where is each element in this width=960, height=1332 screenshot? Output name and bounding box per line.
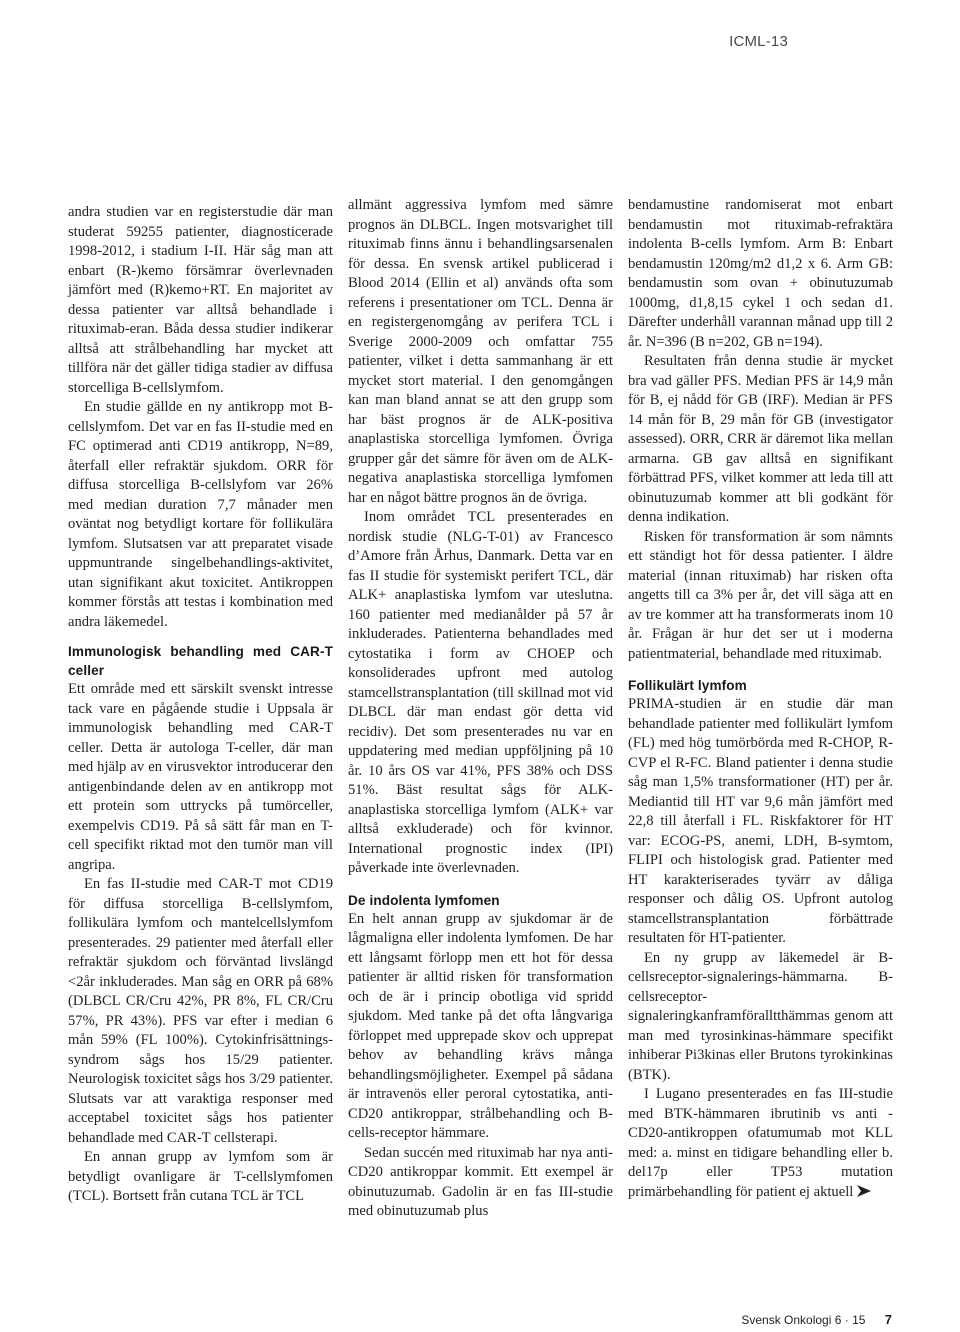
paragraph: En studie gällde en ny antikropp mot B-cellslymfom. Det var en fas II-studie med en FC optimerad anti CD19 antikropp, N=89, återfall eller refraktär sjukdom. ORR för diffusa storcelliga B-cellslyfom var 26% med median duration 7,7 månader men oväntat nog betydligt kortare för follikulära lymfom. Slutsatsen var att preparatet visade uppmuntrande singelbehandlings-aktivitet, utan signifikant akut toxicitet. Antikroppen kommer förstås att testas i kombination med andra läkemedel. [68,399,333,630]
paragraph: Risken för transformation är som nämnts ett ständigt hot för dessa patienter. I äldre material (innan rituximab) har risken ofta angetts till ca 3% per år, det vill säga att en av tre kommer att ha transformerats inom 10 år. Frågan är hur det ser ut i moderna patientmaterial, behandlade med rituximab. [628,528,893,662]
column-1 [68,203,333,1207]
running-head: ICML-13 [729,33,788,50]
page-footer [741,1312,892,1327]
section-heading: Follikulärt lymfom [628,678,747,693]
page-number: 7 [884,1312,892,1327]
paragraph: Ett område med ett särskilt svenskt intresse tack vare en pågående studie i Uppsala är immunologisk behandling med CAR-T celler. Detta är autologa T-celler, där man med hjälp av en virusvektor introducerar den antigenbindande delen av en antikropp mot ett protein som uttrycks på tumörceller, exempelvis CD19. På så sätt får man en T-cell specifikt riktad mot den tumör man vill angripa. [68,681,333,873]
column-2 [348,196,613,1222]
paragraph: andra studien var en registerstudie där man studerat 59255 patienter, diagnosticerade 1998-2012, i stadium I-II. Här såg man att enbart (R-)kemo försämrar överlevnaden jämfört med (R)kemo+RT. En majoritet av dessa patienter var alltså behandlade i rituximab-eran. Båda dessa studier indikerar alltså att strålbehandling har mycket att tillföra när det gäller tidiga stadier av diffusa storcelliga B-cellslymfom. [68,204,333,396]
paragraph: allmänt aggressiva lymfom med sämre prognos än DLBCL. Ingen motsvarighet till rituximab finns ännu i behandlingsarsenalen för dessa. En svensk artikel publicerad i Blood 2014 (Ellin et al) används ofta som referens i presentationer om TCL. Denna är en registergenomgång av perifera TCL i Sverige 2000-2009 och omfattar 755 patienter, vilket i detta sammanhang är ett mycket stort material. I den genomgången kan man bland annat se att den grupp som har bäst prognos är de ALK-positiva anaplastiska storcelliga lymfomen. Övriga grupper går det sämre för även om de ALK-negativa anaplastiska storcelliga lymfomen har en något bättre prognos än de övriga. [348,197,613,506]
header-bar [0,0,960,88]
journal-name: Svensk Onkologi 6 · 15 [741,1313,866,1327]
paragraph: En annan grupp av lymfom som är betydligt ovanligare är T-cellslymfomen (TCL). Bortsett från cutana TCL är TCL [68,1149,333,1204]
paragraph: I Lugano presenterades en fas III-studie med BTK-hämmaren ibrutinib vs anti -CD20-antikroppen ofatumumab mot KLL med: a. minst en tidigare behandling eller b. del17p eller TP53 mutation primärbehandling för patient ej aktuell [628,1086,893,1200]
paragraph: Resultaten från denna studie är mycket bra vad gäller PFS. Median PFS är 14,9 mån för B, ej nådd för GB (IRF). Median är PFS 14 mån för B, 29 mån för GB (investigator assessed). ORR, CRR är däremot lika mellan armarna. GB gav alltså en signifikant förbättrad PFS, vilket kommer att leda till att obinutuzumab kommer att bli godkänt för denna indikation. [628,353,893,525]
section-heading: Immunologisk behandling med CAR-T celler [68,644,333,678]
paragraph: PRIMA-studien är en studie där man behandlade patienter med follikulärt lymfom (FL) med hög tumörbörda med R-CHOP, R-CVP el R-FC. Bland patienter i denna studie såg man 1,5% transformationer (HT) per år. Mediantid till HT var 9,6 mån jämfört med 22,8 till återfall i FL. Riskfaktorer för HT var: ECOG-PS, anemi, LDH, B-symtom, FLIPI och histologisk grad. Patienter med HT karakteriserades tyvärr av dåliga responser och dålig OS. Upfront autolog stamcellstransplantation förbättrade resultaten för HT-patienter. [628,696,893,946]
continue-arrow-icon [857,1185,871,1197]
paragraph: Inom området TCL presenterades en nordisk studie (NLG-T-01) av Francesco d’Amore från Århus, Danmark. Detta var en fas II studie för systemiskt perifert TCL, där ALK+ anaplastiska lymfom var uteslutna. 160 patienter med medianålder på 57 år inkluderades. Patienterna behandlades med cytostatika i form av CHOEP och konsoliderades upfront med autolog stamcellstransplantation (till skillnad mot vid DLBCL där man endast gör detta vid recidiv). Det som presenterades nu var en uppdatering med median uppföljning på 10 år. 10 års OS var 41%, PFS 38% och DSS 51%. Bäst resultat sågs för ALK- anaplastiska storcelliga lymfom (ALK+ var alltså exkluderade) och för kvinnor. International prognostic index (IPI) påverkade inte överlevnaden. [348,509,613,876]
column-3 [628,196,893,1202]
section-heading: De indolenta lymfomen [348,892,500,908]
paragraph: En ny grupp av läkemedel är B-cellsreceptor-signalerings-hämmarna. B-cellsreceptor-signaleringkanframföralltthämmas genom att man med tyrosinkinas-hämmare specifikt inhiberar Pi3kinas eller Brutons tyrokinkinas (BTK). [628,949,893,1083]
paragraph: En fas II-studie med CAR-T mot CD19 för diffusa storcelliga B-cellslymfom, follikulära lymfom och mantelcellslymfom presenterades. 29 patienter med återfall eller refraktär sjukdom och förväntad livslängd <2år inkluderades. Man såg en ORR på 68% (DLBCL CR/Cru 42%, PR 8%, FL CR/Cru 57%, PR 43%). PFS var efter i median 6 mån 59% (FL 100%). Cytokinfrisättnings-syndrom sågs hos 15/29 patienter. Neurologisk toxicitet sågs hos 3/29 patienter. Slutsats var att varaktiga responser med acceptabel toxicitet sågs hos patienter behandlade med CAR-T cellsterapi. [68,876,333,1146]
paragraph: Sedan succén med rituximab har nya anti-CD20 antikroppar kommit. Ett exempel är obinutuzumab. Gadolin är en fas III-studie med obinutuzumab plus [348,1144,613,1219]
paragraph: En helt annan grupp av sjukdomar är de lågmaligna eller indolenta lymfomen. De har ett långsamt förlopp men ett hot för dessa patienter är alltid risken för transformation och de är i princip obotliga vid spridd sjukdom. Med tanke på det ofta långvariga förloppet med upprepade skov och upprepat behov av behandling krävs många behandlingsmöjligheter. Exempel på sådana är intravenös eller peroral cytostatika, anti-CD20 antikroppar, strålbehandling och B-cells-receptor hämmare. [348,910,613,1141]
paragraph: bendamustine randomiserat mot enbart bendamustin mot rituximab-refraktära indolenta B-cells lymfom. Arm B: Enbart bendamustin 120mg/m2 d1,2 x 6. Arm GB: bendamustin som ovan + obinutuzumab 1000mg, d1,8,15 cykel 1 och sedan d1. Därefter underhåll varannan månad upp till 2 år. N=396 (B n=202, GB n=194). [628,197,893,350]
